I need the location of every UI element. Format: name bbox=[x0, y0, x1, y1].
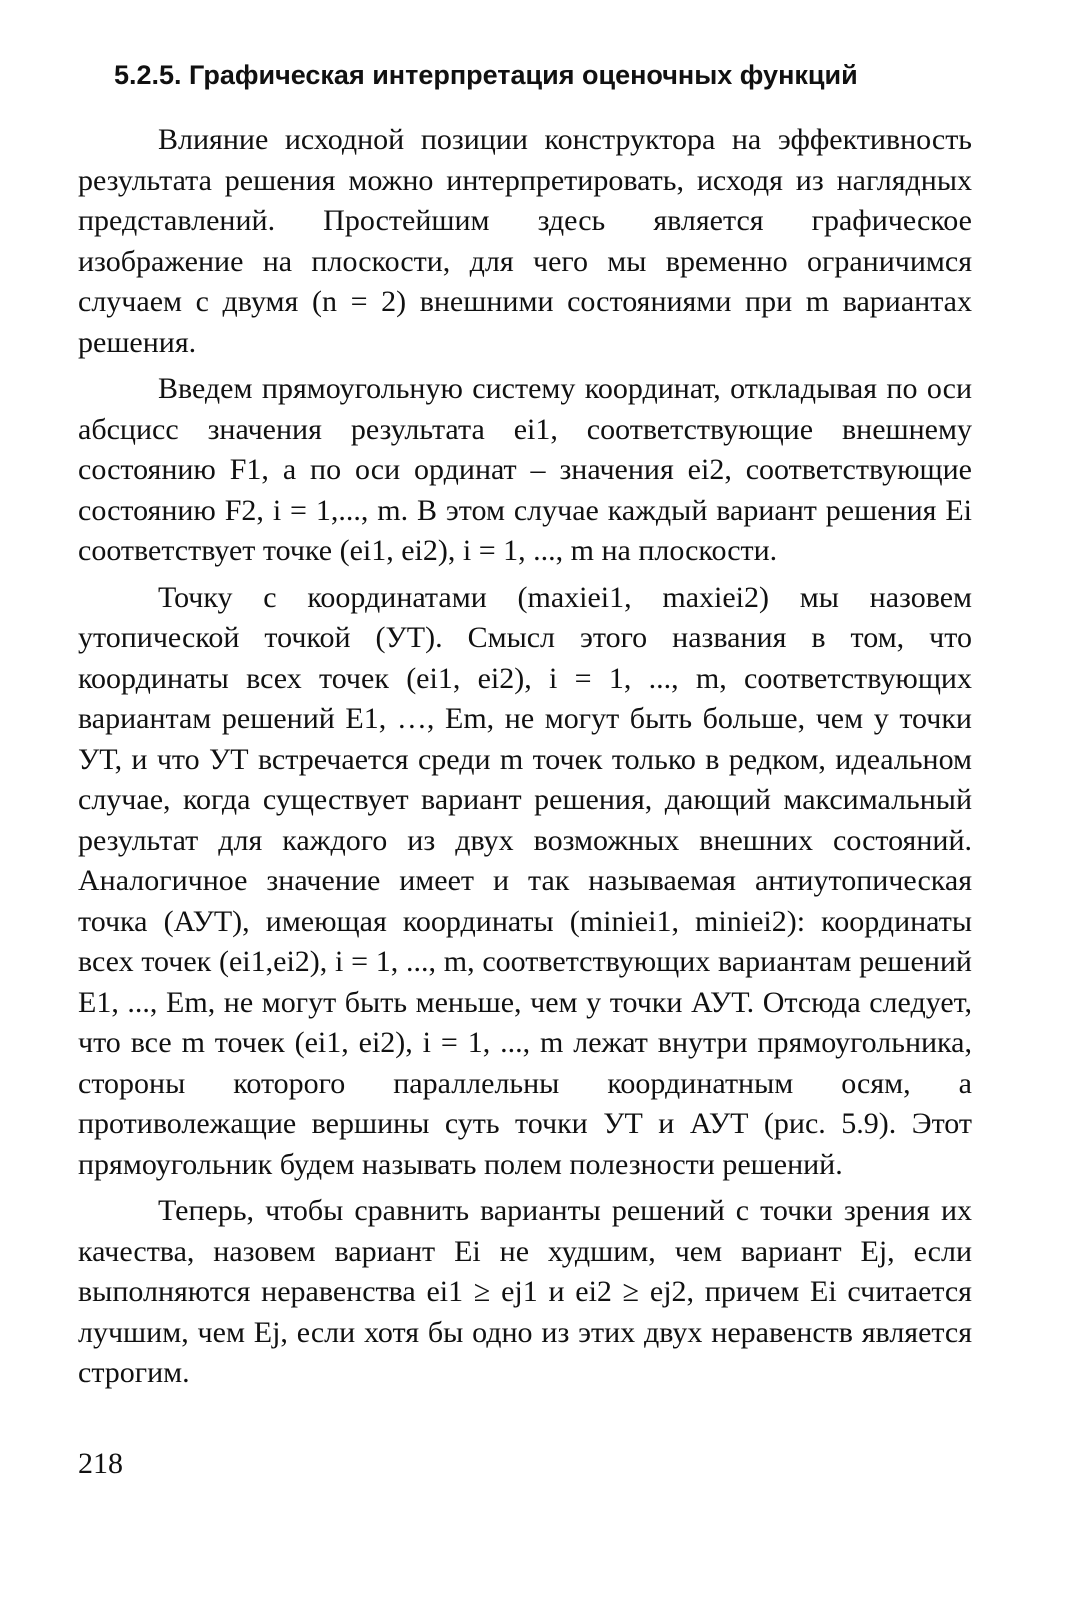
paragraph-4: Теперь, чтобы сравнить варианты решений с точки зрения их качества, назовем вариант Ei не худшим, чем вариант Ej, если выполняются неравенства ei1 ≥ ej1 и ei2 ≥ ej2, причем Ei считается лучшим, чем Ej, если хотя бы одно из этих двух неравенств является строгим. bbox=[78, 1194, 972, 1389]
paragraph-2: Введем прямоугольную систему координат, откладывая по оси абсцисс значения результата ei1, соответствующие внешнему состоянию F1, а по оси ординат – значения ei2, соответствующие состоянию F2, i = 1,..., m. В этом случае каждый вариант решения Ei соответствует точке (ei1, ei2), i = 1, ..., m на плоскости. bbox=[78, 372, 972, 567]
document-page bbox=[78, 58, 972, 1400]
paragraph-1: Влияние исходной позиции конструктора на эффективность результата решения можно интерпретировать, исходя из наглядных представлений. Простейшим здесь является графическое изображение на плоскости, для чего мы временно ограничимся случаем с двумя (n = 2) внешними состояниями при m вариантах решения. bbox=[78, 123, 972, 359]
paragraph-3: Точку с координатами (maxiei1, maxiei2) мы назовем утопической точкой (УТ). Смысл этого названия в том, что координаты всех точек (ei1, ei2), i = 1, ..., m, соответствующих вариантам решений E1, …, Em, не могут быть больше, чем у точки УТ, и что УТ встречается среди m точек только в редком, идеальном случае, когда существует вариант решения, дающий максимальный результат для каждого из двух возможных внешних состояний. Аналогичное значение имеет и так называемая антиутопическая точка (АУТ), имеющая координаты (miniei1, miniei2): координаты всех точек (ei1,ei2), i = 1, ..., m, соответствующих вариантам решений E1, ..., Em, не могут быть меньше, чем у точки АУТ. Отсюда следует, что все m точек (ei1, ei2), i = 1, ..., m лежат внутри прямоугольника, стороны которого параллельны координатным осям, а противолежащие вершины суть точки УТ и АУТ (рис. 5.9). Этот прямоугольник будем называть полем полезности решений. bbox=[78, 580, 972, 1181]
page-number: 218 bbox=[78, 1447, 123, 1480]
section-heading: 5.2.5. Графическая интерпретация оценочных функций bbox=[114, 60, 858, 90]
